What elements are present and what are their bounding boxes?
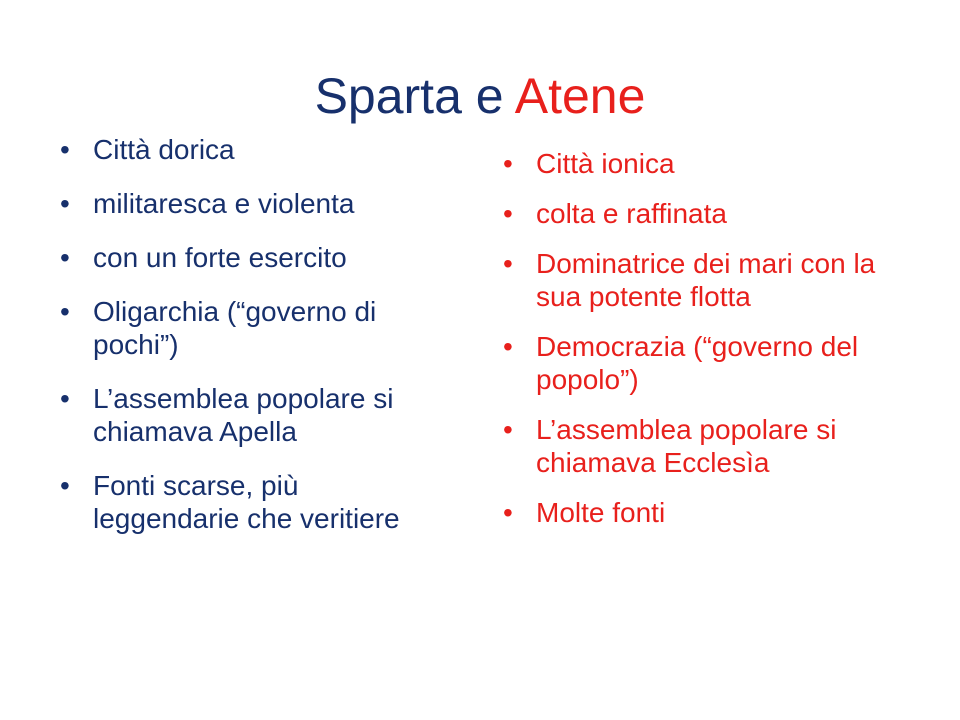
bullet-icon: •	[60, 383, 70, 414]
sparta-item-text: con un forte esercito	[93, 242, 347, 273]
bullet-icon: •	[503, 497, 513, 528]
atene-list-item	[503, 496, 943, 529]
sparta-item-text: Città dorica	[93, 134, 235, 165]
sparta-list-item	[60, 241, 470, 274]
atene-list-item	[503, 197, 943, 230]
bullet-icon: •	[503, 248, 513, 279]
title-atene: Atene	[514, 68, 646, 124]
atene-item-text: Città ionica	[536, 148, 675, 179]
atene-list-item	[503, 147, 943, 180]
sparta-bullet-list	[60, 133, 470, 556]
bullet-icon: •	[503, 198, 513, 229]
bullet-icon: •	[60, 470, 70, 501]
atene-item-text: Democrazia (“governo del popolo”)	[536, 331, 859, 395]
atene-item-text: Molte fonti	[536, 497, 666, 528]
bullet-icon: •	[503, 331, 513, 362]
title-sparta: Sparta	[314, 68, 462, 124]
atene-item-text: L’assemblea popolare si chiamava Ecclesìa	[536, 414, 837, 478]
bullet-icon: •	[60, 242, 70, 273]
atene-item-text: Dominatrice dei mari con la sua potente flotta	[536, 248, 876, 312]
sparta-list-item	[60, 469, 413, 535]
atene-list-item	[503, 330, 956, 396]
atene-bullet-list	[503, 147, 943, 546]
bullet-icon: •	[60, 134, 70, 165]
sparta-list-item	[60, 187, 470, 220]
sparta-list-item	[60, 382, 470, 448]
sparta-item-text: L’assemblea popolare si chiamava Apella	[93, 383, 394, 447]
sparta-item-text: Fonti scarse, più leggendarie che veritiere	[93, 470, 400, 534]
bullet-icon: •	[503, 148, 513, 179]
sparta-list-item	[60, 133, 470, 166]
sparta-list-item	[60, 295, 438, 361]
bullet-icon: •	[60, 296, 70, 327]
slide-title	[0, 58, 960, 134]
bullet-icon: •	[60, 188, 70, 219]
bullet-icon: •	[503, 414, 513, 445]
title-conjunction: e	[475, 68, 504, 124]
sparta-item-text: militaresca e violenta	[93, 188, 355, 219]
atene-list-item	[503, 413, 936, 479]
sparta-item-text: Oligarchia (“governo di pochi”)	[93, 296, 377, 360]
atene-list-item	[503, 247, 906, 313]
atene-item-text: colta e raffinata	[536, 198, 727, 229]
